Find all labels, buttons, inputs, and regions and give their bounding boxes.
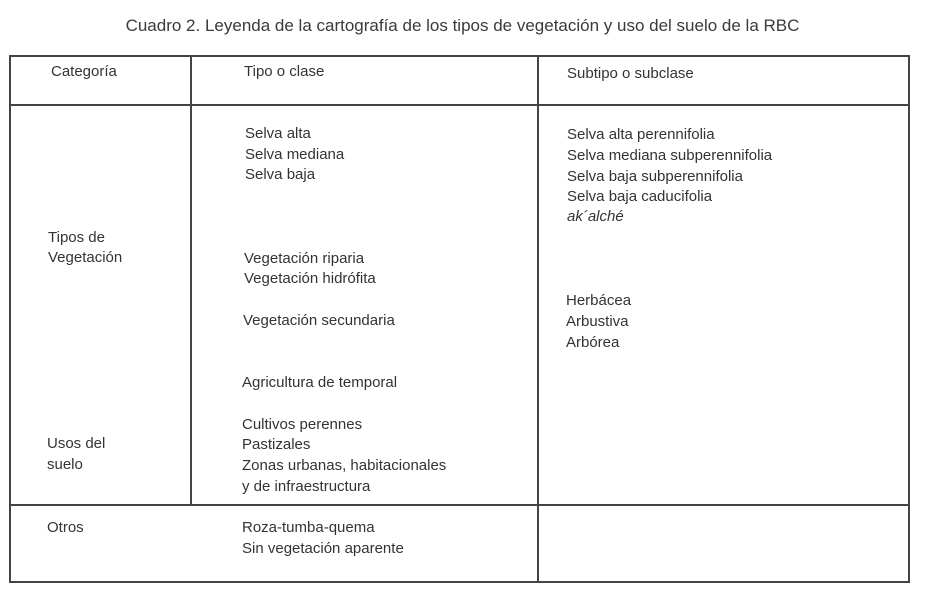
tipo-selva-alta: Selva alta bbox=[245, 125, 311, 142]
category-usos-line2: suelo bbox=[47, 456, 83, 473]
tipo-vegetacion-secundaria: Vegetación secundaria bbox=[243, 312, 395, 329]
tipo-cultivos: Cultivos perennes bbox=[242, 416, 363, 433]
tipo-agricultura: Agricultura de temporal bbox=[242, 374, 398, 391]
subtipo-baja-subperennifolia: Selva baja subperennifolia bbox=[567, 168, 743, 185]
header-divider bbox=[9, 104, 910, 106]
column-divider bbox=[190, 55, 192, 505]
category-vegetacion-line2: Vegetación bbox=[48, 249, 123, 266]
tipo-selva-baja: Selva baja bbox=[245, 166, 316, 183]
subtipo-mediana-subperennifolia: Selva mediana subperennifolia bbox=[567, 147, 773, 164]
category-usos-line1: Usos del bbox=[47, 435, 106, 452]
category-otros: Otros bbox=[47, 519, 84, 536]
subtipo-arborea: Arbórea bbox=[566, 334, 620, 351]
tipo-sin-vegetacion: Sin vegetación aparente bbox=[242, 540, 404, 557]
tipo-pastizales: Pastizales bbox=[242, 436, 311, 453]
tipo-zonas-line1: Zonas urbanas, habitacionales bbox=[242, 457, 447, 474]
subtipo-akalche: ak´alché bbox=[567, 208, 624, 225]
table-caption: Cuadro 2. Leyenda de la cartografía de los tipos de vegetación y uso del suelo de la RBC bbox=[125, 16, 800, 35]
header-categoria: Categoría bbox=[51, 63, 117, 80]
tipo-vegetacion-hidrofita: Vegetación hidrófita bbox=[244, 270, 376, 287]
header-subtipo: Subtipo o subclase bbox=[567, 65, 694, 82]
tipo-roza: Roza-tumba-quema bbox=[242, 519, 375, 536]
subtipo-baja-caducifolia: Selva baja caducifolia bbox=[567, 188, 713, 205]
row-divider bbox=[9, 504, 910, 506]
category-vegetacion-line1: Tipos de bbox=[48, 229, 105, 246]
subtipo-arbustiva: Arbustiva bbox=[566, 313, 629, 330]
subtipo-alta-perennifolia: Selva alta perennifolia bbox=[567, 126, 715, 143]
tipo-selva-mediana: Selva mediana bbox=[245, 146, 345, 163]
tipo-vegetacion-riparia: Vegetación riparia bbox=[244, 250, 365, 267]
header-tipo: Tipo o clase bbox=[244, 63, 325, 80]
tipo-zonas-line2: y de infraestructura bbox=[242, 478, 371, 495]
subtipo-herbacea: Herbácea bbox=[566, 292, 632, 309]
